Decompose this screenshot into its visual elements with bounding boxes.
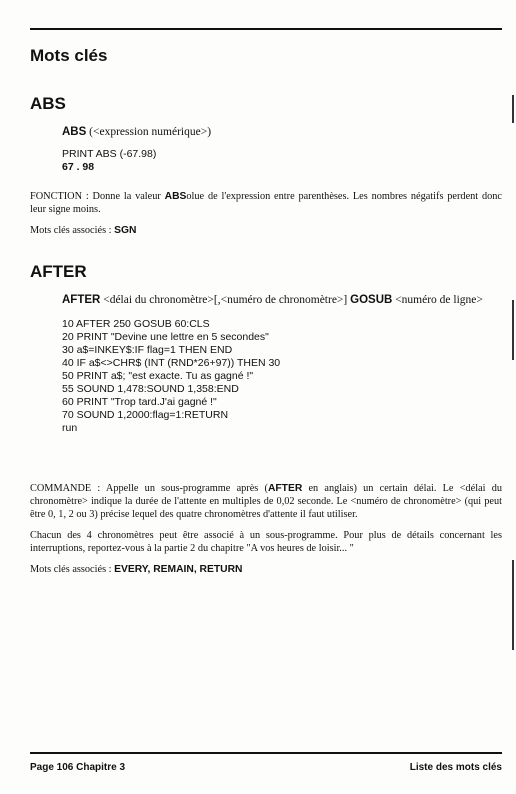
- after-related-label: Mots clés associés :: [30, 564, 115, 575]
- abs-syntax-keyword: ABS: [62, 126, 87, 138]
- after-desc-bold: AFTER: [267, 483, 303, 494]
- abs-related-label: Mots clés associés :: [30, 225, 115, 236]
- top-rule: [30, 28, 502, 30]
- abs-related-keywords: SGN: [114, 225, 137, 236]
- after-heading: AFTER: [30, 262, 87, 281]
- abs-desc-bold: ABS: [164, 191, 187, 202]
- after-desc-label: COMMANDE : Appelle un sous-programme après (: [30, 483, 268, 494]
- after-related-keywords: EVERY, REMAIN, RETURN: [114, 564, 243, 575]
- scan-edge-mark: [512, 300, 514, 360]
- abs-syntax-args: (<expression numérique>): [86, 126, 212, 138]
- after-desc-interrupts: Chacun des 4 chronomètres peut être associé à un sous-programme. Pour plus de détails concernant les interruptions, reportez-vous à la partie 2 du chapitre "A vos heures de loisir... ": [30, 530, 502, 554]
- code-line: 70 SOUND 1,2000:flag=1:RETURN: [62, 409, 229, 421]
- code-line: 67 . 98: [62, 161, 95, 173]
- after-description: [30, 482, 502, 576]
- after-syntax: [62, 292, 502, 308]
- abs-syntax: [62, 124, 502, 140]
- code-line: 40 IF a$<>CHR$ (INT (RND*26+97)) THEN 30: [62, 357, 281, 369]
- scan-edge-mark: [512, 95, 514, 123]
- after-desc-text: en anglais) un certain délai. Le <délai du chronomètre> indique la durée de l'attente en multiples de 0,02 seconde. Le <numéro de chronomètre> (qui peut être 0, 1, 2 ou 3) précise lequel des quatre chronomètres d'attente il faut utiliser.: [30, 483, 503, 520]
- after-syntax-args: <délai du chronomètre>[,<numéro de chronomètre>]: [100, 294, 351, 306]
- bottom-rule: [30, 752, 502, 754]
- abs-description: [30, 190, 502, 237]
- section-after: [30, 262, 502, 435]
- abs-desc-text: olue de l'expression entre parenthèses. Les nombres négatifs perdent donc leur signe moins.: [30, 191, 502, 215]
- code-line: 20 PRINT "Devine une lettre en 5 secondes": [62, 331, 269, 343]
- footer-section-title: Liste des mots clés: [409, 762, 502, 773]
- after-syntax-keyword: AFTER: [62, 294, 101, 306]
- code-line: 50 PRINT a$; "est exacte. Tu as gagné !": [62, 370, 254, 382]
- code-line: 55 SOUND 1,478:SOUND 1,358:END: [62, 383, 239, 395]
- abs-desc-label: FONCTION : Donne la valeur: [30, 191, 165, 202]
- code-line: 60 PRINT "Trop tard.J'ai gagné !": [62, 396, 217, 408]
- scan-edge-mark: [512, 560, 514, 650]
- abs-heading: ABS: [30, 94, 66, 113]
- after-code-block: [62, 318, 502, 435]
- code-line: run: [62, 422, 78, 434]
- abs-code-block: [62, 148, 502, 174]
- after-syntax-gosub: GOSUB: [350, 294, 393, 306]
- code-line: 30 a$=INKEY$:IF flag=1 THEN END: [62, 344, 233, 356]
- footer-page-number: Page 106 Chapitre 3: [30, 762, 126, 773]
- page-title: Mots clés: [30, 46, 108, 65]
- section-abs: [30, 94, 502, 174]
- after-syntax-end: <numéro de ligne>: [392, 294, 483, 306]
- code-line: PRINT ABS (-67.98): [62, 148, 157, 160]
- code-line: 10 AFTER 250 GOSUB 60:CLS: [62, 318, 210, 330]
